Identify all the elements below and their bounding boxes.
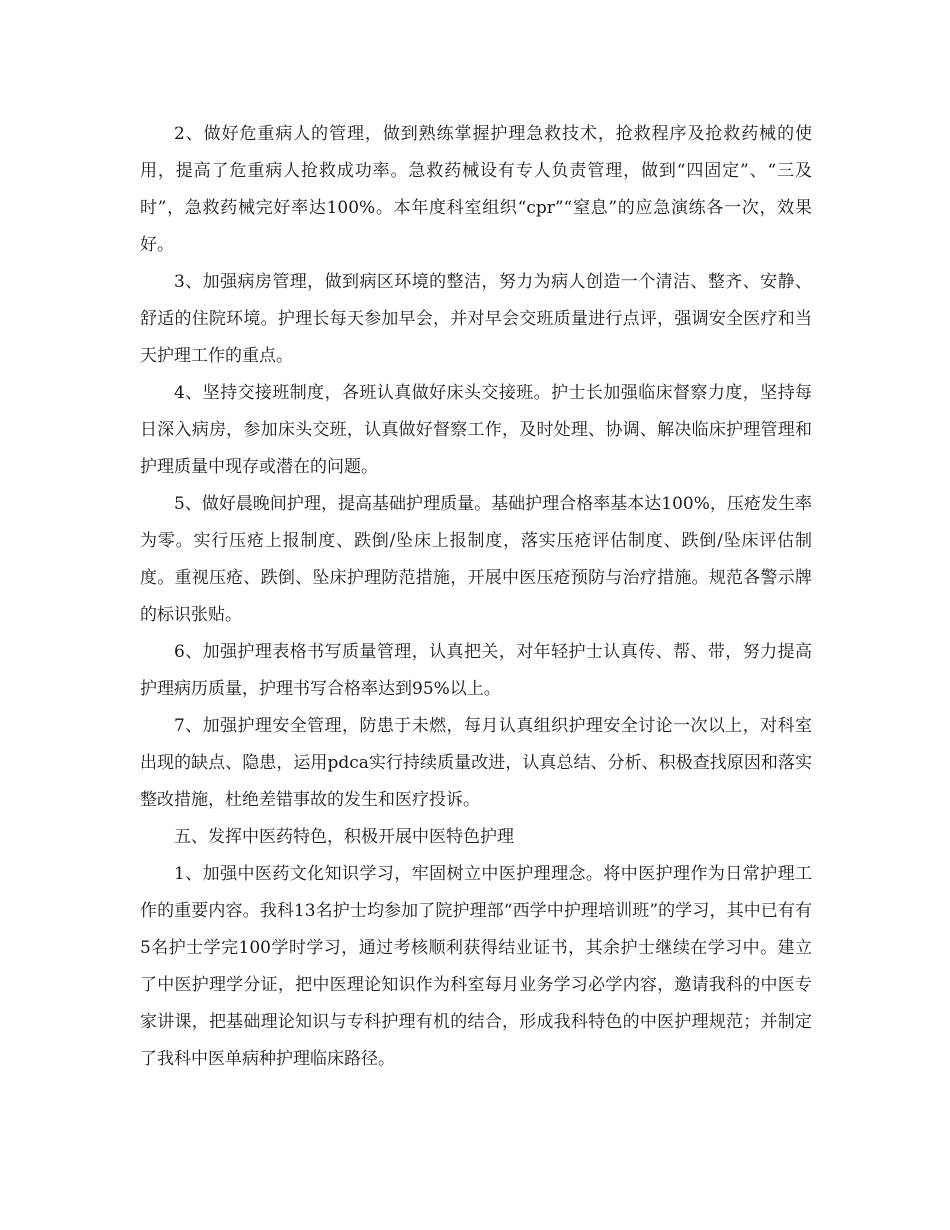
paragraph-basic-nursing: 5、做好晨晚间护理，提高基础护理质量。基础护理合格率基本达100%，压疮发生率为零。实行压疮上报制度、跌倒/坠床上报制度，落实压疮评估制度、跌倒/坠床评估制度。重视压疮、跌倒、坠床护理防范措施，开展中医压疮预防与治疗措施。规范各警示牌的标识张贴。	[140, 494, 812, 625]
document-body	[140, 116, 812, 1078]
paragraph-emergency-care: 2、做好危重病人的管理，做到熟练掌握护理急救技术，抢救程序及抢救药械的使用，提高了危重病人抢救成功率。急救药械设有专人负责管理，做到“四固定”、“三及时”，急救药械完好率达100%。本年度科室组织“cpr”“窒息”的应急演练各一次，效果好。	[140, 124, 812, 255]
paragraph-tcm-learning: 1、加强中医药文化知识学习，牢固树立中医护理理念。将中医护理作为日常护理工作的重要内容。我科13名护士均参加了院护理部“西学中护理培训班”的学习，其中已有有5名护士学完100学时学习，通过考核顺利获得结业证书，其余护士继续在学习中。建立了中医护理学分证，把中医理论知识作为科室每月业务学习必学内容，邀请我科的中医专家讲课，把基础理论知识与专科护理有机的结合，形成我科特色的中医护理规范；并制定了我科中医单病种护理临床路径。	[140, 864, 812, 1069]
paragraph-records-quality: 6、加强护理表格书写质量管理，认真把关，对年轻护士认真传、帮、带，努力提高护理病历质量，护理书写合格率达到95%以上。	[140, 642, 812, 699]
paragraph-shift-handover: 4、坚持交接班制度，各班认真做好床头交接班。护士长加强临床督察力度，坚持每日深入病房，参加床头交班，认真做好督察工作，及时处理、协调、解决临床护理管理和护理质量中现存或潜在的问题。	[140, 383, 812, 477]
paragraph-ward-management: 3、加强病房管理，做到病区环境的整洁，努力为病人创造一个清洁、整齐、安静、舒适的住院环境。护理长每天参加早会，并对早会交班质量进行点评，强调安全医疗和当天护理工作的重点。	[140, 272, 812, 366]
paragraph-safety-management: 7、加强护理安全管理，防患于未燃，每月认真组织护理安全讨论一次以上，对科室出现的缺点、隐患，运用pdca实行持续质量改进，认真总结、分析、积极查找原因和落实整改措施，杜绝差错事故的发生和医疗投诉。	[140, 716, 812, 810]
section-heading-tcm: 五、发挥中医药特色，积极开展中医特色护理	[174, 827, 514, 847]
